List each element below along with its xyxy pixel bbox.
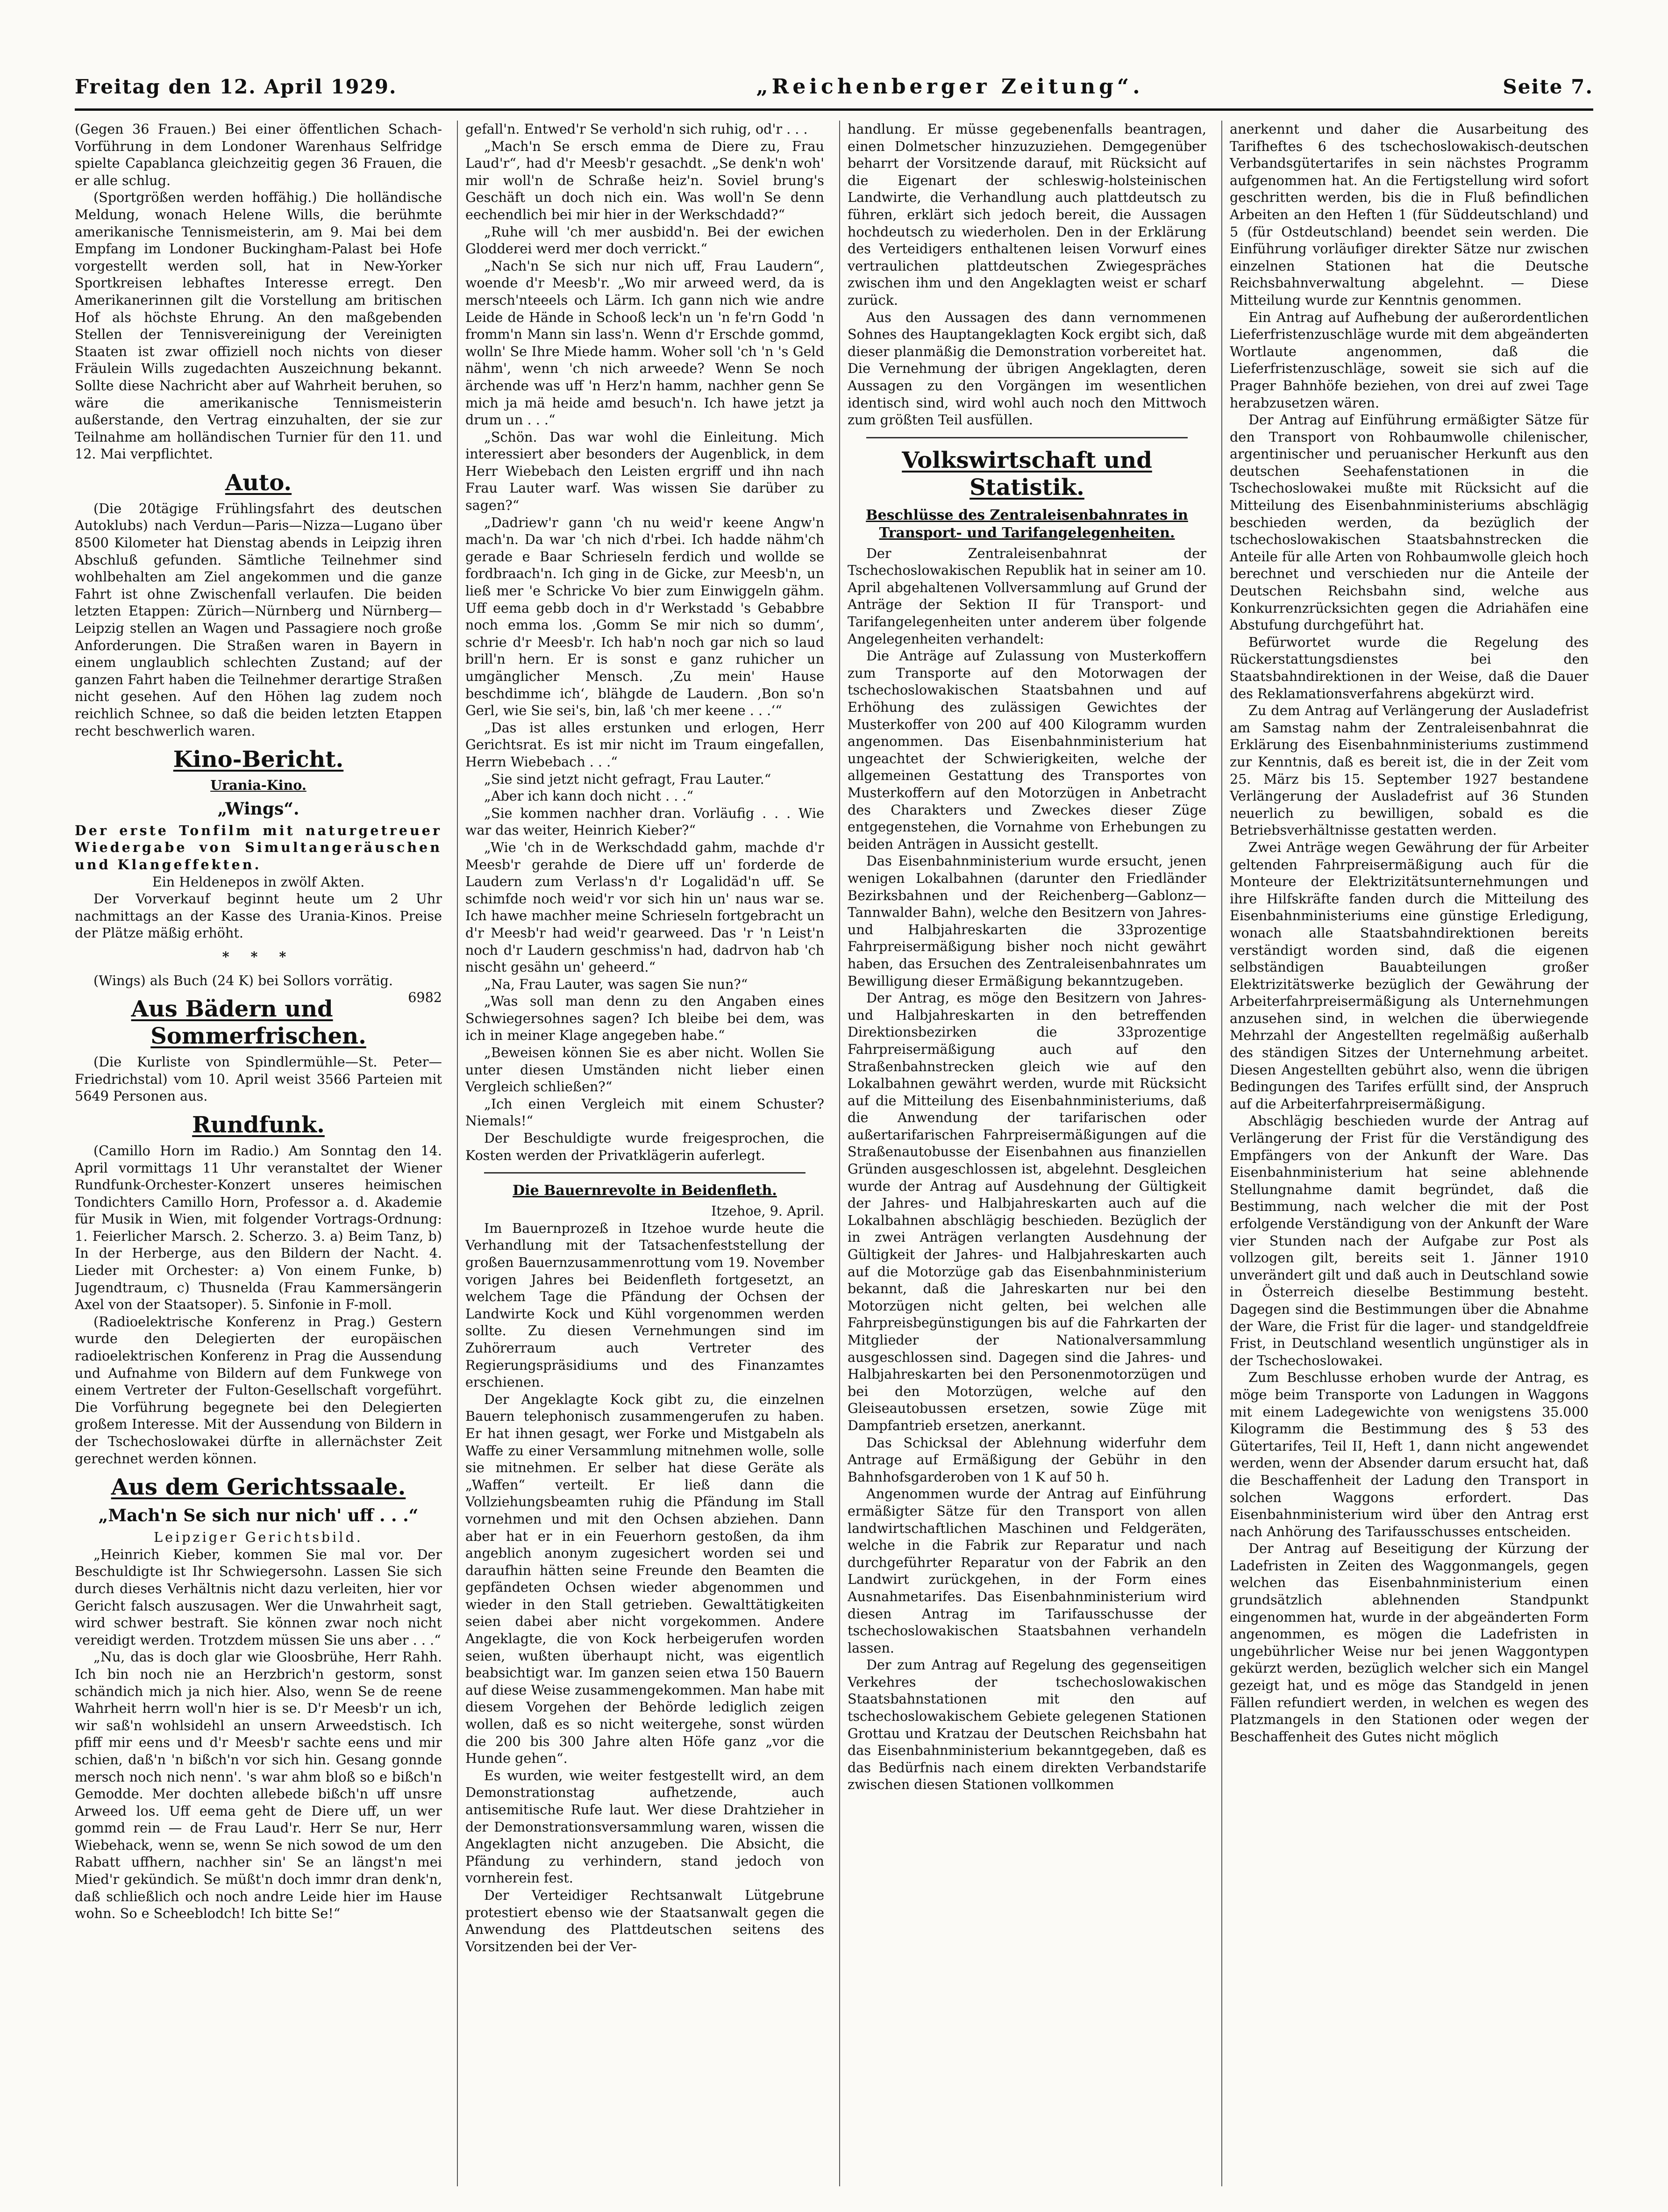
divider bbox=[484, 1172, 805, 1174]
column-1 bbox=[75, 121, 442, 2186]
article-paragraph: „Dadriew'r gann 'ch nu weid'r keene Angw'n mach'n. Da war 'ch nich d'rbei. Ich hadde nähm'ch gerade e Baar Schrieseln ferdich und wollde se fordbraach'n. Ich ging in de Gicke, zur Meesb'n, un ließ mer 'e Schricke Vo bier zum Einwiggeln gähm. Uff eema gebb doch in d'r Werkstadd 's Gebabbre noch emma los. ‚Gomm Se mir nich so dumm‘, schrie d'r Meesb'r. Ich hab'n noch gar nich so laud brill'n hern. Er is sonst e ganz ruhicher un umgänglicher Mensch. ‚Zu mein' Hause beschdimme ich‘, blähgde de Laudern. ‚Bon so'n Gerl, wie Sie sei's, bin, laß 'ch mer keene . . .‘“ bbox=[465, 514, 824, 719]
article-paragraph: Zum Beschlusse erhoben wurde der Antrag, es möge beim Transporte von Ladungen in Waggons mit einem Ladegewichte von wenigstens 35.000 Kilogramm die Bestimmung des § 53 des Gütertarifes, Teil II, Heft 1, dann nicht angewendet werden, wenn der Absender darum ersucht hat, daß die Beschaffenheit der Ladung den Transport in solchen Waggons erfordert. Das Eisenbahnministerium wird über den Antrag erst nach Anhörung des Tarifausschusses entscheiden. bbox=[1230, 1369, 1589, 1539]
kino-subheading: Urania-Kino. bbox=[210, 777, 307, 794]
article-paragraph: „Wie 'ch in de Werkschdadd gahm, machde d'r Meesb'r gerahde de Diere uff un' forderde de Laudern zum Verlass'n d'r Logalidäd'n uff. Se schimfde noch weid'r vor sich hin un' naus war se. Ich hawe machher meine Schrieseln fortgebracht un d'r Meesb'r had weid'r gearweed. Das 'r 'n Leist'n noch d'r Laudern geschmiss'n had, dadrvon hab 'ch nischt gesähn un' geheerd.“ bbox=[465, 839, 824, 975]
article-paragraph: „Nu, das is doch glar wie Gloosbrühe, Herr Rahh. Ich bin noch nie an Herzbrich'n gestorm, sonst schändich mich ja nich hier. Also, wenn Se de reene Wahrheit herrn woll'n hier is se. D'r Meesb'r un ich, wir saß'n wohlsidehl an unsern Arweedstisch. Ich pfiff mir eens und d'r Meesb'r sachte eens und mir schien, daß'n 'n bißch'n vor sich hin. Gesang gonnde mersch noch nich nenn'. 's war ahm bloß so e bißch'n Gemodde. Mer dochten allebede bißch'n uff unsre Arweed los. Uff eema geht de Diere uff, un wer gommd rein — de Frau Laud'r. Herr Se nur, Herr Wiebehack, wenn se, wenn Se nich sowod de um den Rabatt uffhern, nachher sin' Se an längst'n mei Mied'r gekündich. Se müßt'n doch immr dran denk'n, daß schließlich och noch andre Leide hier im Hause wohn. So e Scheeblodch! Ich bitte Se!“ bbox=[75, 1649, 442, 1922]
article-paragraph: Der Beschuldigte wurde freigesprochen, die Kosten werden der Privatklägerin auferlegt. bbox=[465, 1130, 824, 1163]
article-paragraph: Der Verteidiger Rechtsanwalt Lütgebrune protestiert ebenso wie der Staatsanwalt gegen die Anwendung des Plattdeutschen seitens des Vorsitzenden bei der Ver- bbox=[465, 1887, 824, 1954]
article-paragraph: Zu dem Antrag auf Verlängerung der Ausladefrist am Samstag nahm der Zentraleisenbahnrat die Erklärung des Eisenbahnministeriums zustimmend zur Kenntnis, daß es bereit ist, die in der Zeit vom 25. März bis 15. September 1927 bestandene Verlängerung der Ausladefrist auf 36 Stunden neuerlich zu bewilligen, sobald es die Betriebsverhältnisse gestatten werden. bbox=[1230, 702, 1589, 838]
article-paragraph: Befürwortet wurde die Regelung des Rückerstattungsdienstes bei den Staatsbahndirektionen in der Weise, daß die Dauer des Reklamationsverfahrens abgekürzt wird. bbox=[1230, 634, 1589, 702]
article-paragraph: „Aber ich kann doch nicht . . .“ bbox=[484, 788, 694, 804]
article-paragraph: Zwei Anträge wegen Gewährung der für Arbeiter geltenden Fahrpreisermäßigung auch für die Monteure der Elektrizitätsunternehmungen und ihre Hilfskräfte fanden durch die Mitteilung des Eisenbahnministeriums eine günstige Erledigung, wonach alle Staatsbahndirektionen bereits verständigt worden sind, daß die eigenen selbständigen Bauabteilungen großer Elektrizitätswerke bezüglich der Gewährung der Arbeiterfahrpreisermäßigung als Unternehmungen anzusehen sind, in welchen die überwiegende Mehrzahl der Angestellten regelmäßig außerhalb des ständigen Sitzes der Unternehmung arbeitet. Diesen Angestellten gebührt also, wenn die übrigen Bedingungen des Tarifes erfüllt sind, der Anspruch auf die Arbeiterfahrpreisermäßigung. bbox=[1230, 839, 1589, 1112]
article-paragraph: Der Antrag, es möge den Besitzern von Jahres- und Halbjahreskarten in den betreffenden Direktionsbezirken die 33prozentige Fahrpreisermäßigung auch auf den Straßenbahnstrecken gleich wie auf den Lokalbahnen gewährt werden, wurde mit Rücksicht auf die Mitteilung des Eisenbahnministeriums, daß die Anwendung der tarifarischen oder außertarifarischen Fahrpreisermäßigungen auf die Straßenautobusse der Eisenbahnen aus finanziellen Gründen ausgeschlossen ist, abgelehnt. Desgleichen wurde der Antrag auf Ausdehnung der Gültigkeit der Jahres- und Halbjahreskarten auch auf die Lokalbahnen abschlägig beschieden. Bezüglich der in zwei Anträgen verlangten Ausdehnung der Gültigkeit der Jahres- und Halbjahreskarten auch auf die Motorzüge gab das Eisenbahnministerium bekannt, daß die Jahreskarten nur bei den Motorzügen nicht gelten, bei welchen alle Fahrpreisbegünstigungen bis auf die Fahrkarten der Mitglieder der Nationalversammlung ausgeschlossen sind. Dagegen sind die Jahres- und Halbjahreskarten bei den Personenmotorzügen und bei den Motorzügen, welche auf den Gleiseautobussen ersetzen, sowie Züge mit Dampfantrieb ersetzen, anerkannt. bbox=[848, 990, 1206, 1433]
article-paragraph: „Heinrich Kieber, kommen Sie mal vor. Der Beschuldigte ist Ihr Schwiegersohn. Lassen Sie sich durch dieses Verhältnis nicht dazu verleiten, hier vor Gericht falsch auszusagen. Wer die Unwahrheit sagt, wird schwer bestraft. Sie können zwar noch nicht vereidigt werden. Trotzdem müssen Sie uns aber . . .“ bbox=[75, 1546, 442, 1648]
header-paper-name: „Reichenberger Zeitung“. bbox=[756, 74, 1144, 99]
columns bbox=[75, 121, 1589, 2186]
section-heading-gericht: Aus dem Gerichtssaale. bbox=[111, 1474, 406, 1501]
article-paragraph: Angenommen wurde der Antrag auf Einführung ermäßigter Sätze für den Transport von allen landwirtschaftlichen Maschinen und Feldgeräten, welche in die Fabrik zur Reparatur und nach durchgeführter Reparatur von der Fabrik an den Landwirt zurückgehen, in der Form eines Ausnahmetarifes. Das Eisenbahnministerium wird diesen Antrag im Tarifausschusse der tschechoslowakischen Staatsbahnen verhandeln lassen. bbox=[848, 1486, 1206, 1656]
page-header bbox=[75, 70, 1593, 103]
article-paragraph: (Die Kurliste von Spindlermühle—St. Peter—Friedrichstal) vom 10. April weist 3566 Parteien mit 5649 Personen aus. bbox=[75, 1054, 442, 1104]
article-title-bauern: Die Bauernrevolte in Beidenfleth. bbox=[513, 1182, 777, 1199]
article-paragraph: Der Zentraleisenbahnrat der Tschechoslowakischen Republik hat in seiner am 10. April abgehaltenen Vollversammlung auf Grund der Anträge der Sektion II für Transport- und Tarifangelegenheiten unter anderem über folgende Angelegenheiten verhandelt: bbox=[848, 545, 1206, 647]
article-paragraph: „Ruhe will 'ch mer ausbidd'n. Bei der ewichen Glodderei werd mer doch verrickt.“ bbox=[465, 223, 824, 257]
article-paragraph: Das Eisenbahnministerium wurde ersucht, jenen wenigen Lokalbahnen (darunter den Friedländer Bezirksbahnen und der Reichenberg—Gablonz—Tannwalder Bahn), welche den Besitzern von Jahres- und Halbjahreskarten die 33prozentige Fahrpreisermäßigung bisher noch nicht gewährt haben, das Ersuchen des Zentraleisenbahnrates um Bewilligung dieser Ermäßigung bekanntzugeben. bbox=[848, 853, 1206, 989]
article-paragraph bbox=[75, 972, 442, 1006]
article-paragraph: „Sie kommen nachher dran. Vorläufig . . . Wie war das weiter, Heinrich Kieber?“ bbox=[465, 805, 824, 838]
article-paragraph: „Das ist alles erstunken und erlogen, Herr Gerichtsrat. Es ist mir nicht im Traum eingefallen, Herrn Wiebebach . . .“ bbox=[465, 719, 824, 770]
section-heading-rundfunk: Rundfunk. bbox=[192, 1111, 325, 1138]
dateline: Itzehoe, 9. April. bbox=[711, 1203, 824, 1219]
section-heading-kino: Kino-Bericht. bbox=[173, 746, 344, 773]
article-paragraph: „Was soll man denn zu den Angaben eines Schwiegersohnes sagen? Ich bleibe bei dem, was ich in meiner Klage angegeben habe.“ bbox=[465, 993, 824, 1044]
film-title: „Wings“. bbox=[217, 799, 299, 819]
article-paragraph: Der erste Tonfilm mit naturgetreuer Wiedergabe von Simultangeräuschen und Klangeffekten. bbox=[75, 822, 442, 873]
article-paragraph: (Gegen 36 Frauen.) Bei einer öffentlichen Schach-Vorführung in dem Londoner Warenhaus Selfridge spielte Capablanca gleichzeitig gegen 36 Frauen, die er alle schlug. bbox=[75, 121, 442, 188]
article-paragraph: „Mach'n Se ersch emma de Diere zu, Frau Laud'r“, had d'r Meesb'r gesachdt. „Se denk'n woh' mir woll'n de Schraße heiz'n. Soviel brung's Geschäft un doch nich ein. Was woll'n Se denn eechendlich bei mir hier in der Werkschdadd?“ bbox=[465, 138, 824, 222]
column-2 bbox=[457, 121, 824, 2186]
article-paragraph: handlung. Er müsse gegebenenfalls beantragen, einen Dolmetscher hinzuzuziehen. Demgegenüber beharrt der Vorsitzende darauf, mit Rücksicht auf die Eigenart der schleswig-holsteinischen Landwirte, die Verhandlung auch plattdeutsch zu führen, erklärt sich jedoch bereit, die Aussagen hochdeutsch zu wiederholen. Den in der Erklärung des Verteidigers enthaltenen leisen Vorwurf eines vertraulichen plattdeutschen Zwiegespräches zwischen ihm und den Angeklagten weist er scharf zurück. bbox=[848, 121, 1206, 308]
article-subtitle: Leipziger Gerichtsbild. bbox=[154, 1529, 363, 1546]
section-heading-volkswirtschaft: Volkswirtschaft und Statistik. bbox=[902, 447, 1152, 501]
divider bbox=[866, 437, 1188, 438]
header-page-number: Seite 7. bbox=[1503, 75, 1593, 98]
article-paragraph: „Sie sind jetzt nicht gefragt, Frau Lauter.“ bbox=[484, 771, 771, 787]
article-paragraph: Der zum Antrag auf Regelung des gegenseitigen Verkehres der tschechoslowakischen Staatsbahnstationen mit den auf tschechoslowakischem Gebiete gelegenen Stationen Grottau und Kratzau der Deutschen Reichsbahn hat das Eisenbahnministerium bekanntgegeben, daß es das Bedürfnis nach einem direkten Verbandstarife zwischen diesen Stationen vollkommen bbox=[848, 1657, 1206, 1793]
article-title: „Mach'n Se sich nur nich' uff . . .“ bbox=[98, 1506, 419, 1526]
article-paragraph: (Die 20tägige Frühlingsfahrt des deutschen Autoklubs) nach Verdun—Paris—Nizza—Lugano über 8500 Kilometer hat Dienstag abends in Leipzig ihren Abschluß gefunden. Sämtliche Teilnehmer sind wohlbehalten am Ziel angekommen und die ganze Fahrt ist ohne Zwischenfall verlaufen. Die beiden letzten Etappen: Zürich—Nürnberg und Nürnberg—Leipzig stellen an Wagen und Passagiere noch große Anforderungen. Die Straßen waren in Bayern in einem unglaublich schlechten Zustand; auf der ganzen Fahrt haben die Teilnehmer derartige Straßen nicht gesehen. Auf den Höhen lag zudem noch reichlich Schnee, so daß die beiden letzten Etappen recht beschwerlich waren. bbox=[75, 500, 442, 739]
section-heading-baeder: Aus Bädern und Sommerfrischen. bbox=[131, 996, 366, 1050]
article-paragraph: Ein Heldenepos in zwölf Akten. bbox=[152, 873, 365, 890]
article-paragraph: Der Antrag auf Einführung ermäßigter Sätze für den Transport von Rohbaumwolle chilenischer, argentinischer und peruanischer Herkunft aus den deutschen Seehafenstationen in die Tschechoslowakei mußte mit Rücksicht auf die Mitteilung des Eisenbahnministeriums abschlägig beschieden werden, da bezüglich der tschechoslowakischen Staatsbahnstrecken die Anteile für alle Arten von Rohbaumwolle gleich hoch berechnet und verschieden nur die Anteile der Deutschen Reichsbahn sind, welche aus Konkurrenzrücksichten gegen die Adriahäfen eine Abstufung durchgeführt hat. bbox=[1230, 412, 1589, 633]
article-paragraph: Der Antrag auf Beseitigung der Kürzung der Ladefristen in Zeiten des Waggonmangels, gegen welchen das Eisenbahnministerium einen grundsätzlich ablehnenden Standpunkt eingenommen hat, wurde in der abgeänderten Form angenommen, es mögen die Ladefristen in ungebührlicher Weise nur bei jenen Waggontypen gekürzt werden, bezüglich welcher sich ein Mangel gezeigt hat, und es möge das Standgeld in jenen Fällen refundiert werden, in welchen es wegen des Platzmangels in den Stationen oder wegen der Beschaffenheit des Gutes nicht möglich bbox=[1230, 1540, 1589, 1745]
article-paragraph: „Beweisen können Sie es aber nicht. Wollen Sie unter diesen Umständen nicht lieber einen Vergleich schließen?“ bbox=[465, 1045, 824, 1095]
article-paragraph: Aus den Aussagen des dann vernommenen Sohnes des Hauptangeklagten Kock ergibt sich, daß dieser planmäßig die Demonstration vorbereitet hat. Die Vernehmung der übrigen Angeklagten, deren Aussagen zu den Vorgängen im wesentlichen identisch sind, wird wohl auch noch den Mittwoch zum größten Teil ausfüllen. bbox=[848, 309, 1206, 428]
article-paragraph: (Radioelektrische Konferenz in Prag.) Gestern wurde den Delegierten der europäischen radioelektrischen Konferenz in Prag die Aussendung und Aufnahme von Bildern auf dem Funkwege von einem Vertreter der Fulton-Gesellschaft vorgeführt. Die Vorführung begegnete bei den Delegierten großem Interesse. Mit der Aussendung von Bildern in der Tschechoslowakei dürfte in allernächster Zeit gerechnet werden können. bbox=[75, 1313, 442, 1467]
article-title-beschluesse: Beschlüsse des Zentraleisenbahnrates in Transport- und Tarifangelegenheiten. bbox=[866, 507, 1188, 541]
article-paragraph: Der Vorverkauf beginnt heute um 2 Uhr nachmittags an der Kasse des Urania-Kinos. Preise der Plätze mäßig erhöht. bbox=[75, 891, 442, 941]
article-paragraph: Abschlägig beschieden wurde der Antrag auf Verlängerung der Frist für die Verständigung des Empfängers von der Ankunft der Ware. Das Eisenbahnministerium hat seine ablehnende Stellungnahme damit begründet, daß die Bestimmung, nach welcher die mit der Post erfolgende Verständigung von der Ankunft der Ware vier Stunden nach der Aufgabe zur Post als vollzogen gilt, bereits seit 1. Jänner 1910 unverändert gilt und daß auch in Deutschland sowie in Österreich dieselbe Bestimmung besteht. Dagegen sind die Bestimmungen über die Abnahme der Ware, die Frist für die lager- und standgeldfreie Frist, in Deutschland wesentlich ungünstiger als in der Tschechoslowakei. bbox=[1230, 1113, 1589, 1368]
article-paragraph: „Na, Frau Lauter, was sagen Sie nun?“ bbox=[484, 976, 748, 992]
article-paragraph: (Camillo Horn im Radio.) Am Sonntag den 14. April vormittags 11 Uhr veranstaltet der Wiener Rundfunk-Orchester-Konzert unseres heimischen Tondichters Camillo Horn, Professor a. d. Akademie für Musik in Wien, mit folgender Vortrags-Ordnung: 1. Feierlicher Marsch. 2. Scherzo. 3. a) Beim Tanz, b) In der Herberge, aus den Bildern der Nacht. 4. Lieder mit Orchester: a) Von einem Funke, b) Jugendtraum, c) Thusnelda (Frau Kammersängerin Axel von der Staatsoper). 5. Sinfonie in F-moll. bbox=[75, 1142, 442, 1313]
article-paragraph: „Nach'n Se sich nur nich uff, Frau Laudern“, woende d'r Meesb'r. „Wo mir arweed werd, da is mersch'nteeels och Lärm. Ich gann nich wie andre Leide de Hände in Schooß leck'n un 'n fe'rn Godd 'n fromm'n Mann sin lass'n. Wenn d'r Erschde gommd, wolln' Se Ihre Miede hamm. Woher soll 'ch 'n 's Geld nähm', wenn 'ch nich arweede? Wenn Se noch ärchende was uff 'n Herz'n hamm, nachher genn Se mich ja mä heide amd besuch'n. Ich hawe jetzt ja drum un . . .“ bbox=[465, 258, 824, 428]
article-paragraph: Das Schicksal der Ablehnung widerfuhr dem Antrage auf Ermäßigung der Gebühr in den Bahnhofsgarderoben von 1 K auf 50 h. bbox=[848, 1434, 1206, 1485]
article-paragraph: Im Bauernprozeß in Itzehoe wurde heute die Verhandlung mit der Tatsachenfeststellung der großen Bauernzusammenrottung vom 19. November vorigen Jahres bei Beidenfleth fortgesetzt, an welchem Tage die Pfändung der Ochsen der Landwirte Kock und Kühl vorgenommen werden sollte. Zu diesen Vernehmungen sind im Zuhörerraum auch Vertreter des Regierungspräsidiums und des Finanzamtes erschienen. bbox=[465, 1220, 824, 1390]
article-paragraph: anerkennt und daher die Ausarbeitung des Tarifheftes 6 des tschechoslowakisch-deutschen Verbandsgütertarifes in sein nächstes Programm aufgenommen hat. An die Fertigstellung wird sofort geschritten werden, bis die in Fluß befindlichen Arbeiten an den Heften 1 (für Süddeutschland) und 5 (für Ostdeutschland) beendet sein werden. Die Einführung vorläufiger direkter Sätze nur zwischen einzelnen Stationen hat die Deutsche Reichsbahnverwaltung abgelehnt. — Diese Mitteilung wurde zur Kenntnis genommen. bbox=[1230, 121, 1589, 308]
section-heading-auto: Auto. bbox=[225, 469, 292, 496]
book-notice: (Wings) als Buch (24 K) bei Sollors vorrätig. bbox=[93, 972, 393, 988]
article-paragraph: Die Anträge auf Zulassung von Musterkoffern zum Transporte auf den Motorwagen der tschechoslowakischen Staatsbahnen und auf Erhöhung des zulässigen Gewichtes der Musterkoffer von 200 auf 400 Kilogramm wurden angenommen. Das Eisenbahnministerium hat ungeachtet der Schwierigkeiten, welche der allgemeinen Gestattung des Transportes von Musterkoffern auf den Motorzügen in Anbetracht des Charakters und Zweckes dieser Züge entgegenstehen, die Vornahme von Erhebungen zu beiden Anträgen in Aussicht gestellt. bbox=[848, 648, 1206, 852]
header-date: Freitag den 12. April 1929. bbox=[75, 75, 397, 98]
article-paragraph: gefall'n. Entwed'r Se verhold'n sich ruhig, od'r . . . bbox=[465, 121, 808, 137]
separator-stars: * * * bbox=[222, 948, 295, 965]
article-paragraph: Ein Antrag auf Aufhebung der außerordentlichen Lieferfristenzuschläge wurde mit dem abgeänderten Wortlaute angenommen, daß die Lieferfristenzuschläge, soweit sie sich auf die Prager Bahnhöfe beziehen, von drei auf zwei Tage herabzusetzen wären. bbox=[1230, 309, 1589, 411]
article-paragraph: Es wurden, wie weiter festgestellt wird, an dem Demonstrationstag aufhetzende, auch antisemitische Rufe laut. Wer diese Drahtzieher in der Demonstrationsversammlung waren, wissen die Angeklagten nicht anzugeben. Die Absicht, die Pfändung zu verhindern, stand jedoch von vornherein fest. bbox=[465, 1767, 824, 1886]
article-paragraph: (Sportgrößen werden hoffähig.) Die holländische Meldung, wonach Helene Wills, die berühmte amerikanische Tennismeisterin, am 9. Mai bei dem Empfang im Londoner Buckingham-Palast bei Hofe vorgestellt werden soll, hat in New-Yorker Sportkreisen lebhaftes Interesse erregt. Den Amerikanerinnen gilt die Vorstellung am britischen Hof als höchste Ehrung. An den maßgebenden Stellen der Tennisvereinigung der Vereinigten Staaten ist zwar offiziell noch nichts von dieser Fräulein Wills zugedachten Auszeichnung bekannt. Sollte diese Nachricht aber auf Wahrheit beruhen, so wäre die amerikanische Tennismeisterin außerstande, den Vertrag einzuhalten, der sie zur Teilnahme am holländischen Turnier für den 11. und 12. Mai verpflichtet. bbox=[75, 189, 442, 462]
header-rule bbox=[75, 108, 1593, 111]
column-3 bbox=[839, 121, 1206, 2186]
column-4 bbox=[1221, 121, 1589, 2186]
article-paragraph: „Ich einen Vergleich mit einem Schuster? Niemals!“ bbox=[465, 1095, 824, 1129]
ad-number: 6982 bbox=[408, 989, 442, 1006]
article-paragraph: „Schön. Das war wohl die Einleitung. Mich interessiert aber besonders der Augenblick, in dem Herr Wiebebach den Leisten ergriff und ihn nach Frau Lauter warf. Was wissen Sie darüber zu sagen?“ bbox=[465, 429, 824, 514]
article-paragraph: Der Angeklagte Kock gibt zu, die einzelnen Bauern telephonisch zusammengerufen zu haben. Er hat ihnen gesagt, wer Forke und Mistgabeln als Waffe zu einer Versammlung mitnehmen wolle, solle sie mitnehmen. Er selber hat diese Geräte als „Waffen“ verteilt. Er ließ dann die Vollziehungsbeamten ruhig die Pfändung im Stall vornehmen und mit den Ochsen abziehen. Dann aber hat er in ein Feuerhorn gestoßen, da ihm angeblich anonym zugesichert worden sei und daraufhin hätten seine Freunde den Beamten die gepfändeten Ochsen wieder abgenommen und wieder in den Stall getrieben. Gewalttätigkeiten seien dabei aber nicht vorgekommen. Andere Angeklagte, die von Kock herbeigerufen worden seien, wußten überhaupt nicht, was eigentlich beabsichtigt war. Im ganzen seien etwa 150 Bauern auf diese Weise zusammengekommen. Man habe mit diesem Vorgehen der Behörde lediglich zeigen wollen, daß es so nicht weitergehe, sonst würden die 200 bis 300 Jahre alten Höfe ganz „vor die Hunde gehen“. bbox=[465, 1391, 824, 1767]
